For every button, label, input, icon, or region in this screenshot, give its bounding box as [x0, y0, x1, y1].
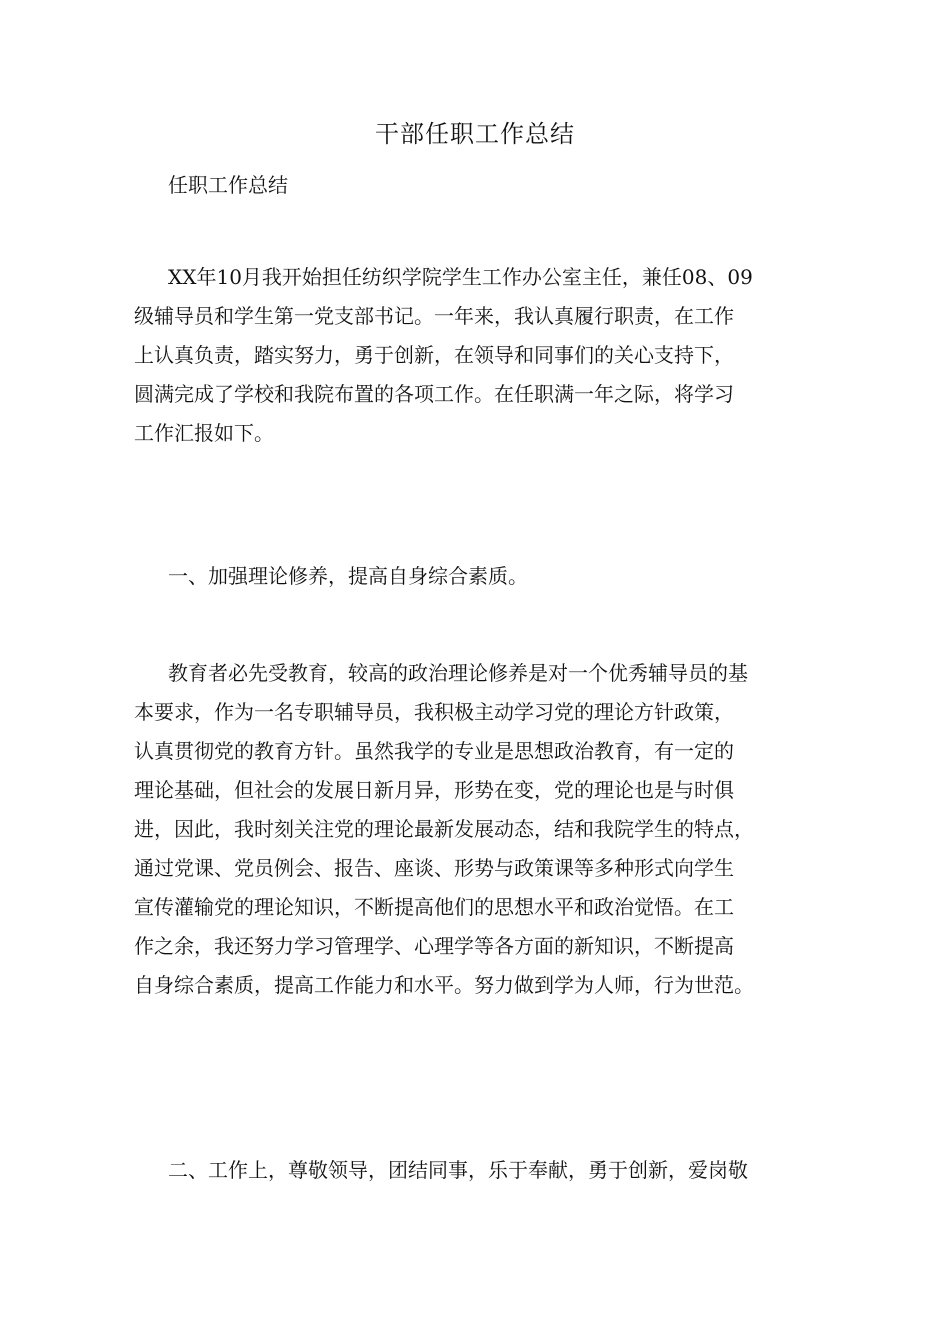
paragraph-theory [134, 654, 834, 1005]
section-heading-text: 二、工作上，尊敬领导，团结同事，乐于奉献，勇于创新，爱岗敬 [168, 1158, 748, 1182]
section-heading-text: 一、加强理论修养，提高自身综合素质。 [168, 564, 528, 588]
paragraph-line: 作之余，我还努力学习管理学、心理学等各方面的新知识，不断提高 [134, 934, 734, 958]
paragraph-line: 自身综合素质，提高工作能力和水平。努力做到学为人师，行为世范。 [134, 973, 754, 997]
paragraph-line: 圆满完成了学校和我院布置的各项工作。在任职满一年之际，将学习 [134, 382, 734, 406]
document-title: 干部任职工作总结 [375, 120, 575, 148]
paragraph-line: 宣传灌输党的理论知识，不断提高他们的思想水平和政治觉悟。在工 [134, 895, 734, 919]
paragraph-line: 上认真负责，踏实努力，勇于创新，在领导和同事们的关心支持下， [134, 343, 734, 367]
paragraph-line: 通过党课、党员例会、报告、座谈、形势与政策课等多种形式向学生 [134, 856, 734, 880]
paragraph-line: 进，因此，我时刻关注党的理论最新发展动态，结和我院学生的特点， [134, 817, 754, 841]
document-subtitle: 任职工作总结 [168, 173, 288, 197]
paragraph-line: 教育者必先受教育，较高的政治理论修养是对一个优秀辅导员的基 [168, 661, 748, 685]
paragraph-line: 级辅导员和学生第一党支部书记。一年来，我认真履行职责，在工作 [134, 304, 734, 328]
section-heading-1 [134, 557, 834, 596]
paragraph-line: 认真贯彻党的教育方针。虽然我学的专业是思想政治教育，有一定的 [134, 739, 734, 763]
section-heading-2 [134, 1151, 834, 1190]
paragraph-line: 本要求，作为一名专职辅导员，我积极主动学习党的理论方针政策， [134, 700, 734, 724]
paragraph-line: XX年10月我开始担任纺织学院学生工作办公室主任，兼任08、09 [168, 265, 753, 289]
paragraph-line: 理论基础，但社会的发展日新月异，形势在变，党的理论也是与时俱 [134, 778, 734, 802]
paragraph-intro [134, 258, 834, 453]
paragraph-line: 工作汇报如下。 [134, 421, 274, 445]
